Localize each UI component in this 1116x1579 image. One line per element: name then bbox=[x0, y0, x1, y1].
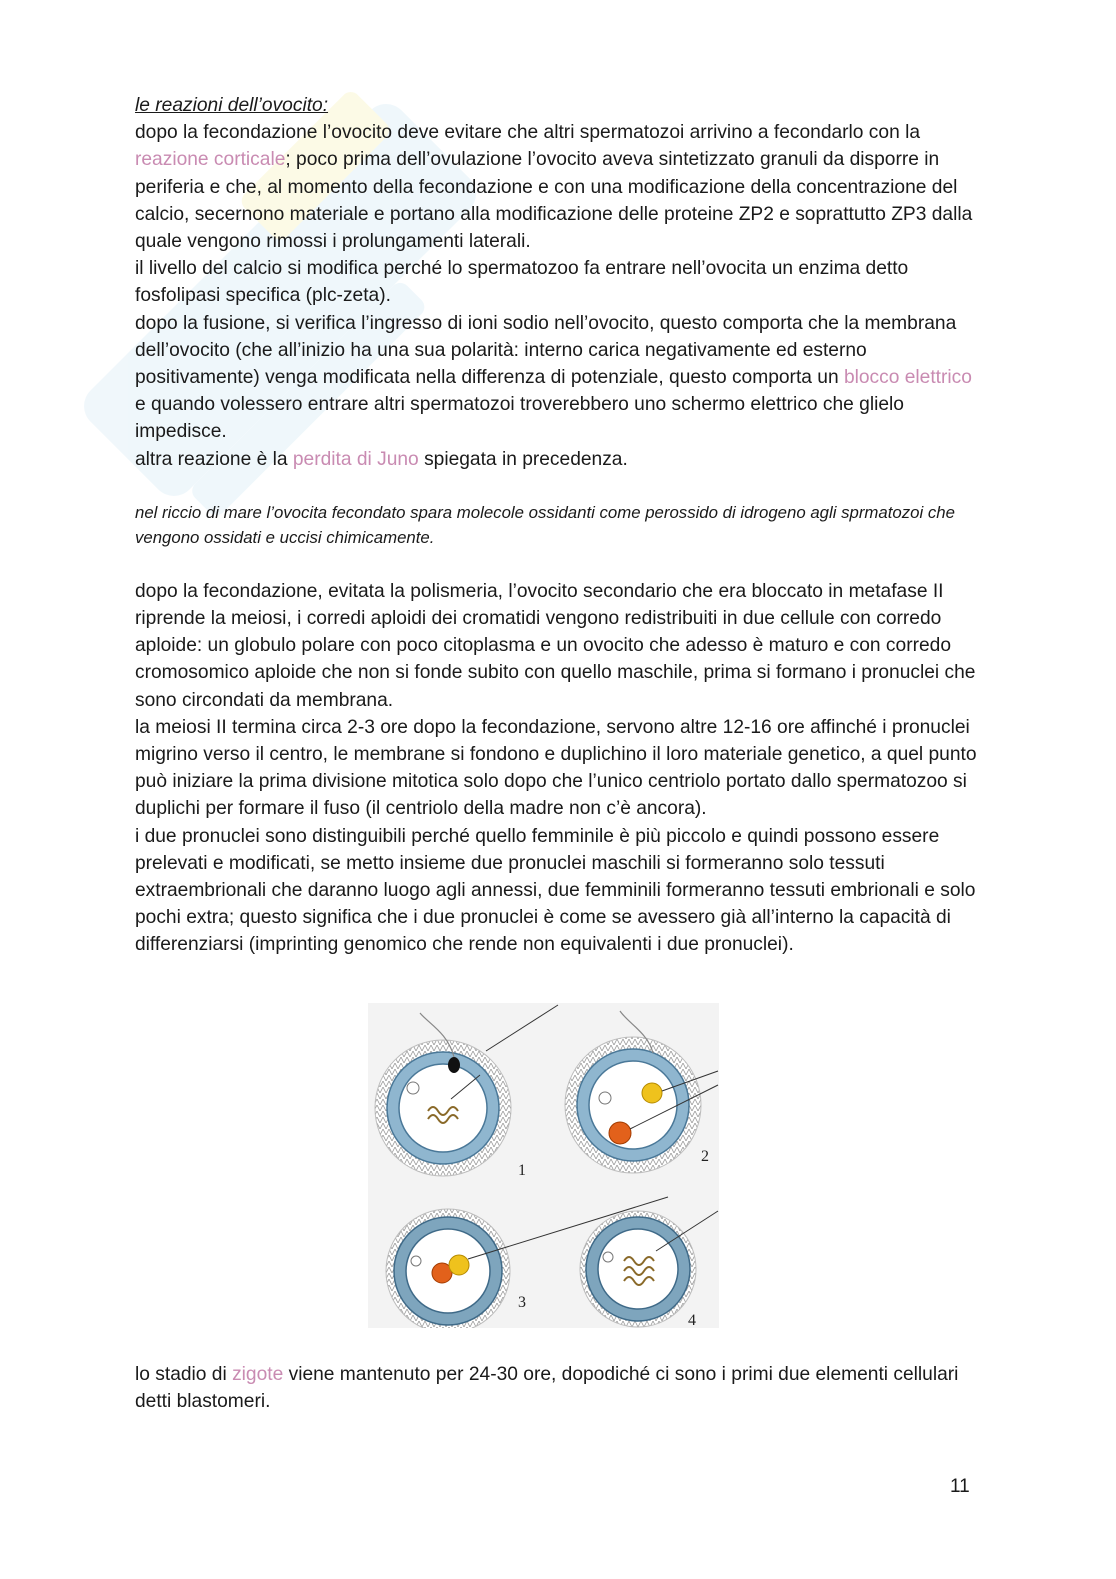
paragraph-blocco-elettrico: dopo la fusione, si verifica l’ingresso di ioni sodio nell’ovocito, questo comporta che la membrana dell’ovocito (che all’inizio ha una sua polarità: interno carica negativamente ed esterno positivamente) venga modificata nella differenza di potenziale, questo comporta un blocco elettrico e quando volessero entrare altri spermatozoi troverebbero uno schermo elettrico che glielo impedisce. bbox=[135, 312, 972, 443]
page-number: 11 bbox=[950, 1476, 970, 1497]
stage-label-4: 4 bbox=[688, 1312, 696, 1328]
stage-label-1: 1 bbox=[518, 1162, 526, 1179]
highlight-perdita-juno: perdita di Juno bbox=[292, 448, 419, 470]
stage-label-2: 2 bbox=[701, 1148, 709, 1165]
italic-note: nel riccio di mare l’ovocita fecondato spara molecole ossidanti come perossido di idrogeno agli sprmatozoi che vengono ossidati e uccisi chimicamente. bbox=[135, 502, 955, 547]
fertilization-figure bbox=[368, 1003, 719, 1328]
paragraph-juno: altra reazione è la perdita di Juno spiegata in precedenza. bbox=[135, 448, 628, 470]
highlight-reazione-corticale: reazione corticale bbox=[135, 149, 286, 171]
fertilization-diagram bbox=[368, 1003, 719, 1328]
highlight-zigote: zigote bbox=[232, 1364, 284, 1385]
section-heading: le reazioni dell’ovocito: bbox=[135, 95, 329, 116]
stage-4-cell bbox=[580, 1211, 718, 1328]
stage-label-3: 3 bbox=[518, 1294, 526, 1311]
stage-2-cell bbox=[565, 1011, 718, 1173]
paragraph-imprinting: i due pronuclei sono distinguibili perché quello femminile è più piccolo e quindi possono essere prelevati e modificati, se metto insieme due pronuclei maschili si formeranno solo tessuti extraembrionali che daranno luogo agli annessi, due femminili formeranno tessuti embrionali e solo pochi extra; questo significa che i due pronuclei è come se avessero già all’interno la capacità di differenziarsi (imprinting genomico che rende non equivalenti i due pronuclei). bbox=[135, 825, 976, 956]
document-footer-text bbox=[135, 1361, 985, 1415]
paragraph-calcio: il livello del calcio si modifica perché lo spermatozoo fa entrare nell’ovocita un enzima detto fosfolipasi specifica (plc-zeta). bbox=[135, 258, 909, 307]
paragraph-zigote: lo stadio di zigote viene mantenuto per 24-30 ore, dopodiché ci sono i primi due elementi cellulari detti blastomeri. bbox=[135, 1364, 959, 1413]
paragraph-corticale: dopo la fecondazione l’ovocito deve evitare che altri spermatozoi arrivino a fecondarlo con la reazione corticale; poco prima dell’ovulazione l’ovocito aveva sintetizzato granuli da disporre in periferia e che, al momento della fecondazione e con una modificazione della concentrazione del calcio, secernono materiale e portano alla modificazione delle proteine ZP2 e soprattutto ZP3 dalla quale vengono rimossi i prolungamenti laterali. bbox=[135, 122, 973, 253]
paragraph-meiosi: dopo la fecondazione, evitata la polismeria, l’ovocito secondario che era bloccato in metafase II riprende la meiosi, i corredi aploidi dei cromatidi vengono redistribuiti in due cellule con corredo aploide: un globulo polare con poco citoplasma e un ovocito che adesso è maturo e con corredo cromosomico aploide che non si fonde subito con quello maschile, prima si formano i pronuclei che sono circondati da membrana. bbox=[135, 580, 976, 711]
paragraph-pronuclei-migrazione: la meiosi II termina circa 2-3 ore dopo la fecondazione, servono altre 12-16 ore affinché i pronuclei migrino verso il centro, le membrane si fondono e duplichino il loro materiale genetico, a quel punto può iniziare la prima divisione mitotica solo dopo che l’unico centriolo portato dallo spermatozoo si duplichi per formare il fuso (il centriolo della madre non c’è ancora). bbox=[135, 716, 977, 820]
document-body bbox=[135, 92, 985, 959]
stage-1-cell bbox=[375, 1005, 558, 1179]
highlight-blocco-elettrico: blocco elettrico bbox=[843, 367, 972, 389]
